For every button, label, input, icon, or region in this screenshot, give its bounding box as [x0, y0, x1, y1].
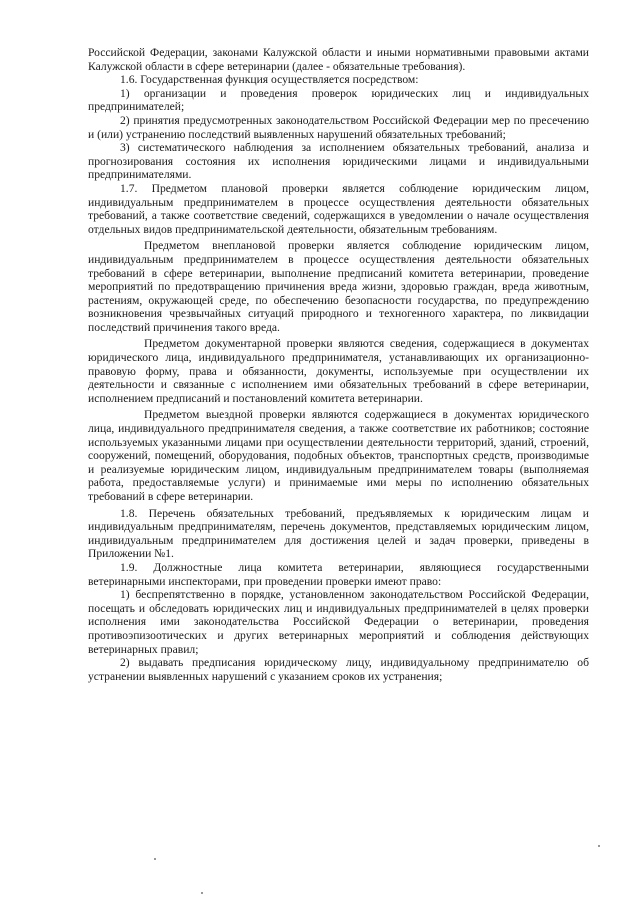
paragraph-1-6: 1.6. Государственная функция осуществляется посредством: [120, 73, 419, 87]
paragraph-right-1: 1) беспрепятственно в порядке, установленном законодательством Российской Федерации, посещать и обследовать юридических лиц и индивидуальных предпринимателей в целях проверки исполнения ими законодательства Российской Федерации о ветеринарии, проведения противоэпизоотических и других ветеринарных мероприятий и соблюдения действующих ветеринарных правил; [88, 588, 589, 656]
paragraph-1-8: 1.8. Перечень обязательных требований, предъявляемых к юридическим лицам и индивидуальным предпринимателям, перечень документов, представляемых юридическим лицом, индивидуальным предпринимателем для достижения целей и задач проверки, приведены в Приложении №1. [88, 506, 589, 561]
paragraph-item-3: 3) систематического наблюдения за исполнением обязательных требований, анализа и прогнозирования состояния их исполнения юридическими лицами и индивидуальными предпринимателями. [88, 141, 589, 182]
paragraph-unscheduled-inspection: Предметом внеплановой проверки является соблюдение юридическим лицом, индивидуальным предпринимателем в процессе осуществления деятельности обязательных требований в сфере ветеринарии, выполнение предписаний комитета ветеринарии, проведение мероприятий по предотвращению причинения вреда жизни, здоровью граждан, вреда животным, растениям, окружающей среде, по обеспечению безопасности государства, по предупреждению возникновения чрезвычайных ситуаций природного и техногенного характера, по ликвидации последствий причинения такого вреда. [88, 239, 589, 334]
paragraph-1: Российской Федерации, законами Калужской области и иными нормативными правовыми актами Калужской области в сфере ветеринарии (далее - обязательные требования). [88, 46, 589, 73]
paragraph-right-2: 2) выдавать предписания юридическому лицу, индивидуальному предпринимателю об устранении выявленных нарушений с указанием сроков их устранения; [88, 656, 589, 683]
scan-speck [154, 858, 156, 860]
paragraph-1-9: 1.9. Должностные лица комитета ветеринарии, являющиеся государственными ветеринарными инспекторами, при проведении проверки имеют право: [88, 560, 589, 588]
paragraph-field-inspection: Предметом выездной проверки являются содержащиеся в документах юридического лица, индивидуального предпринимателя сведения, а также соответствие их работников; состояние используемых указанными лицами при осуществлении деятельности территорий, зданий, строений, сооружений, помещений, оборудования, подобных объектов, транспортных средств, производимые и реализуемые юридическим лицом, индивидуальным предпринимателем товары (выполняемая работа, предоставляемые услуги) и принимаемые ими меры по исполнению обязательных требований в сфере ветеринарии. [88, 408, 589, 503]
scan-speck [598, 845, 600, 847]
paragraph-item-2: 2) принятия предусмотренных законодательством Российской Федерации мер по пресечению и (или) устранению последствий выявленных нарушений обязательных требований; [88, 113, 589, 141]
paragraph-item-1: 1) организации и проведения проверок юридических лиц и индивидуальных предпринимателей; [88, 86, 589, 114]
paragraph-documentary-inspection: Предметом документарной проверки являются сведения, содержащиеся в документах юридического лица, индивидуального предпринимателя, устанавливающих их организационно-правовую форму, права и обязанности, документы, используемые при осуществлении их деятельности и связанные с исполнением ими обязательных требований в сфере ветеринарии, исполнением предписаний и постановлений комитета ветеринарии. [88, 337, 589, 405]
paragraph-1-7: 1.7. Предметом плановой проверки является соблюдение юридическим лицом, индивидуальным предпринимателем в процессе осуществления деятельности обязательных требований, а также соответствие сведений, содержащихся в уведомлении о начале осуществления отдельных видов предпринимательской деятельности, обязательным требованиям. [88, 181, 589, 236]
scan-speck [201, 892, 203, 894]
